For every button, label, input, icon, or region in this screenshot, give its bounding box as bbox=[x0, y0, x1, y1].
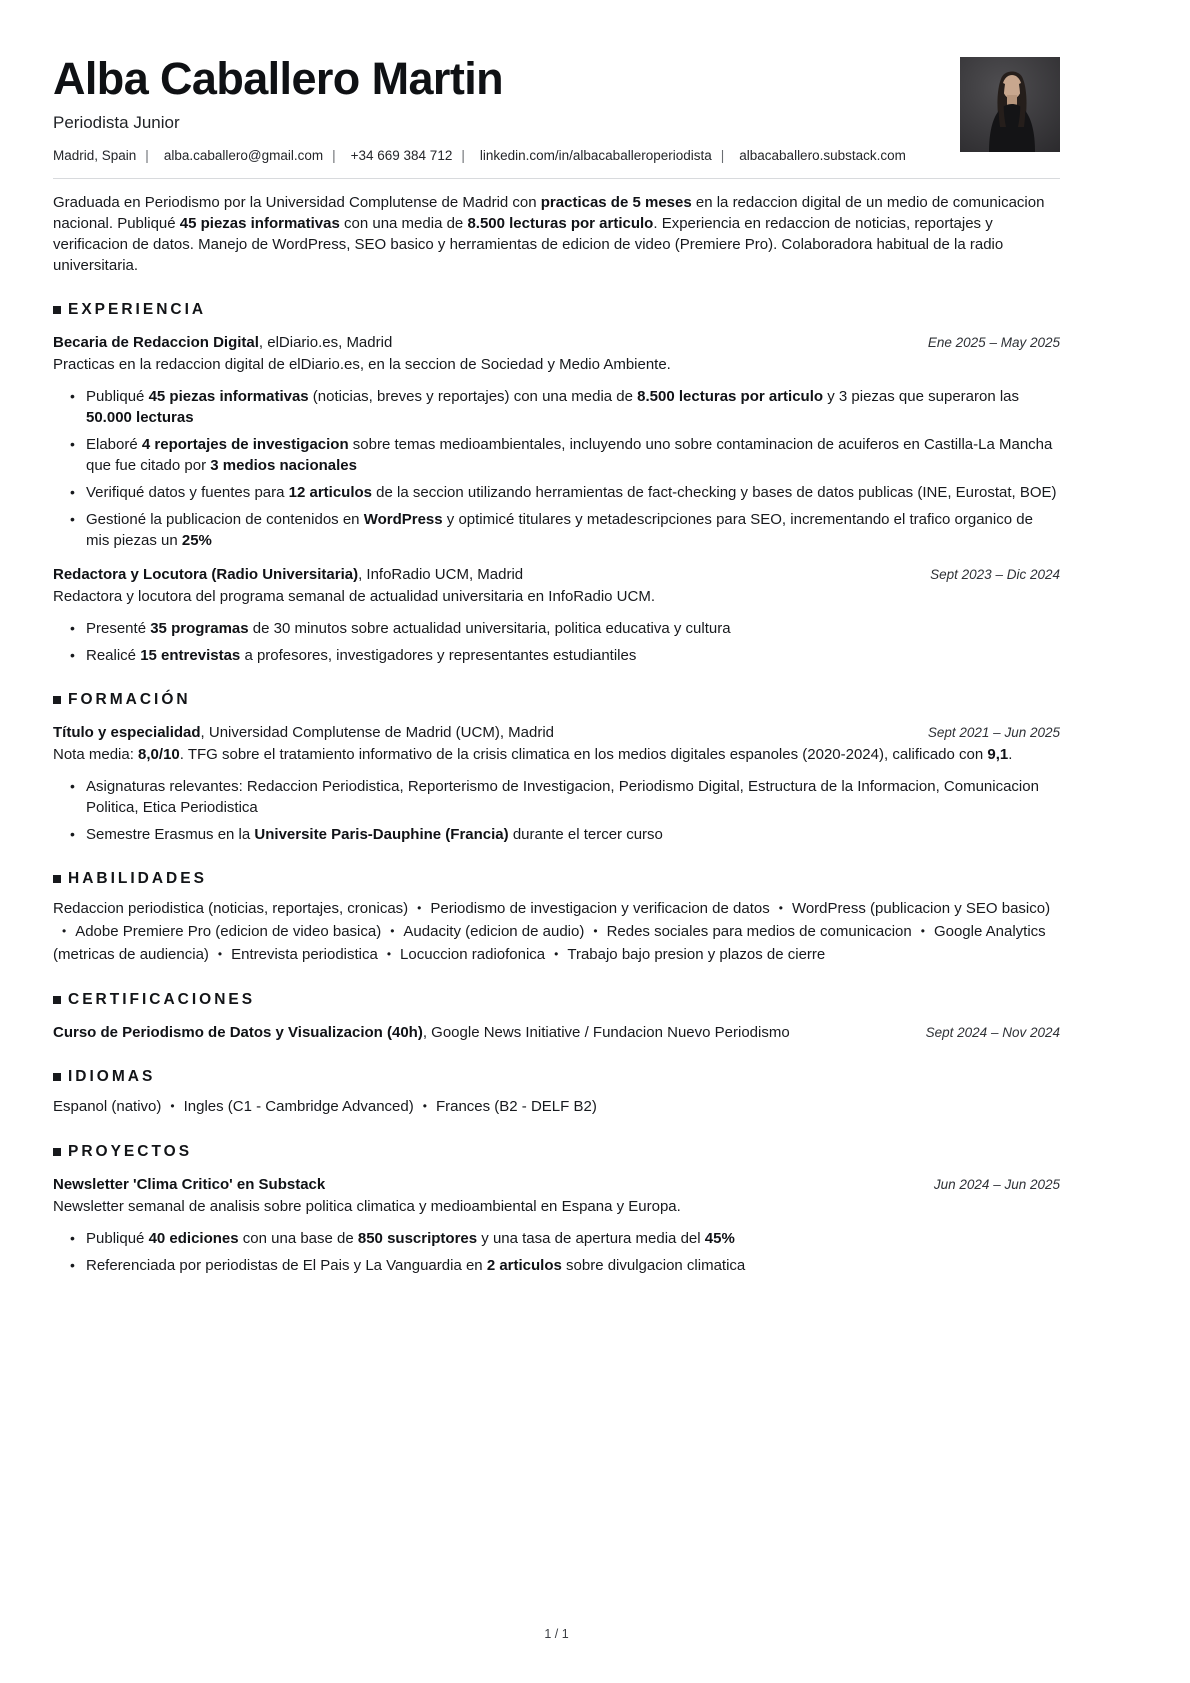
entry-header bbox=[53, 564, 1060, 585]
bullet-item: • Asignaturas relevantes: Redaccion Periodistica, Reporterismo de Investigacion, Periodismo Digital, Estructura de la Informacion, Comunicacion Politica, Etica Periodistica bbox=[53, 776, 1060, 818]
entry-title: Redactora y Locutora (Radio Universitaria), InfoRadio UCM, Madrid bbox=[53, 566, 524, 584]
section-marker-icon bbox=[53, 996, 61, 1004]
resume-section bbox=[53, 991, 1060, 1043]
item-separator: • bbox=[422, 1099, 427, 1114]
page-number: 1 / 1 bbox=[544, 1627, 569, 1641]
contact-item: alba.caballero@gmail.com bbox=[163, 148, 324, 164]
section-title bbox=[53, 870, 1060, 888]
portrait-image bbox=[960, 57, 1060, 152]
bullet-item: • Publiqué 40 ediciones con una base de 850 suscriptores y una tasa de apertura media del 45% bbox=[53, 1228, 1060, 1249]
resume-entry bbox=[53, 564, 1060, 666]
entry-title: Curso de Periodismo de Datos y Visualizacion (40h), Google News Initiative / Fundacion Nuevo Periodismo bbox=[53, 1024, 790, 1042]
inline-item: Entrevista periodistica bbox=[231, 946, 378, 964]
bullet-item: • Publiqué 45 piezas informativas (noticias, breves y reportajes) con una media de 8.500 lecturas por articulo y 3 piezas que superaron las 50.000 lecturas bbox=[53, 386, 1060, 428]
item-separator: • bbox=[554, 947, 559, 962]
section-title bbox=[53, 991, 1060, 1009]
section-title bbox=[53, 1068, 1060, 1086]
section-title-text: CERTIFICACIONES bbox=[68, 991, 256, 1009]
section-title bbox=[53, 1143, 1060, 1161]
contact-row bbox=[53, 148, 960, 163]
inline-item: Google Analytics (metricas de audiencia) bbox=[53, 923, 1046, 964]
header-divider bbox=[53, 178, 1060, 179]
resume-entry bbox=[53, 722, 1060, 845]
entry-header bbox=[53, 1022, 1060, 1043]
entry-description: Redactora y locutora del programa semanal de actualidad universitaria en InfoRadio UCM. bbox=[53, 588, 655, 606]
bullet-item: • Gestioné la publicacion de contenidos en WordPress y optimicé titulares y metadescripciones para SEO, incrementando el trafico organico de mis piezas un 25% bbox=[53, 509, 1060, 551]
inline-item: Redaccion periodistica (noticias, reportajes, cronicas) bbox=[53, 900, 409, 918]
item-separator: • bbox=[390, 924, 395, 939]
section-marker-icon bbox=[53, 1073, 61, 1081]
resume-entry bbox=[53, 332, 1060, 551]
section-title bbox=[53, 691, 1060, 709]
bullet-list bbox=[53, 1228, 1060, 1276]
bullet-list bbox=[53, 386, 1060, 551]
section-title bbox=[53, 301, 1060, 319]
inline-item: Redes sociales para medios de comunicacion bbox=[606, 923, 912, 941]
section-marker-icon bbox=[53, 1148, 61, 1156]
entry-title: Newsletter 'Clima Critico' en Substack bbox=[53, 1176, 326, 1194]
item-separator: • bbox=[386, 947, 392, 962]
section-title-text: HABILIDADES bbox=[68, 870, 207, 888]
section-inline-items bbox=[53, 1095, 1060, 1118]
section-inline-items bbox=[53, 897, 1060, 966]
profile-photo bbox=[960, 57, 1060, 152]
person-name: Alba Caballero Martin bbox=[53, 53, 503, 104]
section-marker-icon bbox=[53, 875, 61, 883]
entry-title: Becaria de Redaccion Digital, elDiario.es, Madrid bbox=[53, 334, 393, 352]
contact-separator: | bbox=[145, 148, 149, 164]
item-separator: • bbox=[920, 924, 925, 939]
entry-header bbox=[53, 1174, 1060, 1195]
bullet-item: • Realicé 15 entrevistas a profesores, investigadores y representantes estudiantiles bbox=[53, 645, 1060, 666]
inline-item: Ingles (C1 - Cambridge Advanced) bbox=[183, 1098, 414, 1116]
contact-item: +34 669 384 712 bbox=[350, 148, 453, 164]
section-title-text: PROYECTOS bbox=[68, 1143, 193, 1161]
inline-item: Audacity (edicion de audio) bbox=[403, 923, 585, 941]
resume-section bbox=[53, 301, 1060, 666]
item-separator: • bbox=[778, 901, 783, 916]
entry-date: Ene 2025 – May 2025 bbox=[927, 335, 1060, 351]
section-marker-icon bbox=[53, 696, 61, 704]
entry-description: Newsletter semanal de analisis sobre politica climatica y medioambiental en Espana y Europa. bbox=[53, 1198, 681, 1216]
contact-separator: | bbox=[720, 148, 725, 164]
entry-date: Jun 2024 – Jun 2025 bbox=[933, 1177, 1060, 1193]
item-separator: • bbox=[593, 924, 598, 939]
contact-item: linkedin.com/in/albacaballeroperiodista bbox=[479, 148, 712, 164]
inline-item: Locuccion radiofonica bbox=[400, 946, 546, 964]
contact-separator: | bbox=[461, 148, 465, 164]
resume-header bbox=[53, 55, 1060, 163]
entry-description: Practicas en la redaccion digital de elDiario.es, en la seccion de Sociedad y Medio Ambiente. bbox=[53, 356, 671, 374]
section-title-text: FORMACIÓN bbox=[68, 691, 191, 709]
resume-entry bbox=[53, 1174, 1060, 1276]
inline-item: Frances (B2 - DELF B2) bbox=[435, 1098, 597, 1116]
inline-item: Periodismo de investigacion y verificacion de datos bbox=[430, 900, 770, 918]
inline-item: WordPress (publicacion y SEO basico) bbox=[791, 900, 1051, 918]
bullet-list bbox=[53, 618, 1060, 666]
bullet-item: • Referenciada por periodistas de El Pais y La Vanguardia en 2 articulos sobre divulgacion climatica bbox=[53, 1255, 1060, 1276]
contact-item: albacaballero.substack.com bbox=[739, 148, 906, 164]
bullet-item: • Verifiqué datos y fuentes para 12 articulos de la seccion utilizando herramientas de fact-checking y bases de datos publicas (INE, Eurostat, BOE) bbox=[53, 482, 1060, 503]
entry-date: Sept 2023 – Dic 2024 bbox=[930, 567, 1060, 583]
resume-entry bbox=[53, 1022, 1060, 1043]
contact-item: Madrid, Spain bbox=[53, 148, 137, 164]
item-separator: • bbox=[170, 1099, 175, 1114]
bullet-list bbox=[53, 776, 1060, 845]
person-title: Periodista Junior bbox=[53, 113, 180, 133]
entry-header bbox=[53, 722, 1060, 743]
resume-section bbox=[53, 691, 1060, 845]
sections-container bbox=[53, 301, 1060, 1276]
bullet-item: • Presenté 35 programas de 30 minutos sobre actualidad universitaria, politica educativa y cultura bbox=[53, 618, 1060, 639]
summary-paragraph: Graduada en Periodismo por la Universidad Complutense de Madrid con practicas de 5 meses en la redaccion digital de un medio de comunicacion nacional. Publiqué 45 piezas informativas con una media de 8.500 lecturas por articulo. Experiencia en redaccion de noticias, reportajes y verificacion de datos. Manejo de WordPress, SEO basico y herramientas de edicion de video (Premiere Pro). Colaboradora habitual de la radio universitaria. bbox=[53, 194, 1045, 275]
section-title-text: EXPERIENCIA bbox=[68, 301, 207, 319]
item-separator: • bbox=[62, 924, 67, 939]
entry-date: Sept 2021 – Jun 2025 bbox=[927, 725, 1060, 741]
entry-description: Nota media: 8,0/10. TFG sobre el tratamiento informativo de la crisis climatica en los medios digitales espanoles (2020-2024), calificado con 9,1. bbox=[53, 746, 1013, 764]
inline-item: Adobe Premiere Pro (edicion de video basica) bbox=[75, 923, 382, 941]
contact-separator: | bbox=[332, 148, 336, 164]
inline-item: Trabajo bajo presion y plazos de cierre bbox=[567, 946, 826, 964]
section-title-text: IDIOMAS bbox=[68, 1068, 156, 1086]
resume-section bbox=[53, 870, 1060, 966]
entry-header bbox=[53, 332, 1060, 353]
bullet-item: • Elaboré 4 reportajes de investigacion sobre temas medioambientales, incluyendo uno sobre contaminacion de acuiferos en Castilla-La Mancha que fue citado por 3 medios nacionales bbox=[53, 434, 1060, 476]
header-text-block bbox=[53, 55, 960, 163]
entry-date: Sept 2024 – Nov 2024 bbox=[925, 1025, 1060, 1041]
inline-item: Espanol (nativo) bbox=[53, 1098, 162, 1116]
item-separator: • bbox=[417, 901, 422, 916]
section-marker-icon bbox=[53, 306, 61, 314]
entry-title: Título y especialidad, Universidad Complutense de Madrid (UCM), Madrid bbox=[53, 724, 555, 742]
resume-section bbox=[53, 1068, 1060, 1118]
bullet-item: • Semestre Erasmus en la Universite Paris-Dauphine (Francia) durante el tercer curso bbox=[53, 824, 1060, 845]
item-separator: • bbox=[217, 947, 223, 962]
resume-section bbox=[53, 1143, 1060, 1276]
